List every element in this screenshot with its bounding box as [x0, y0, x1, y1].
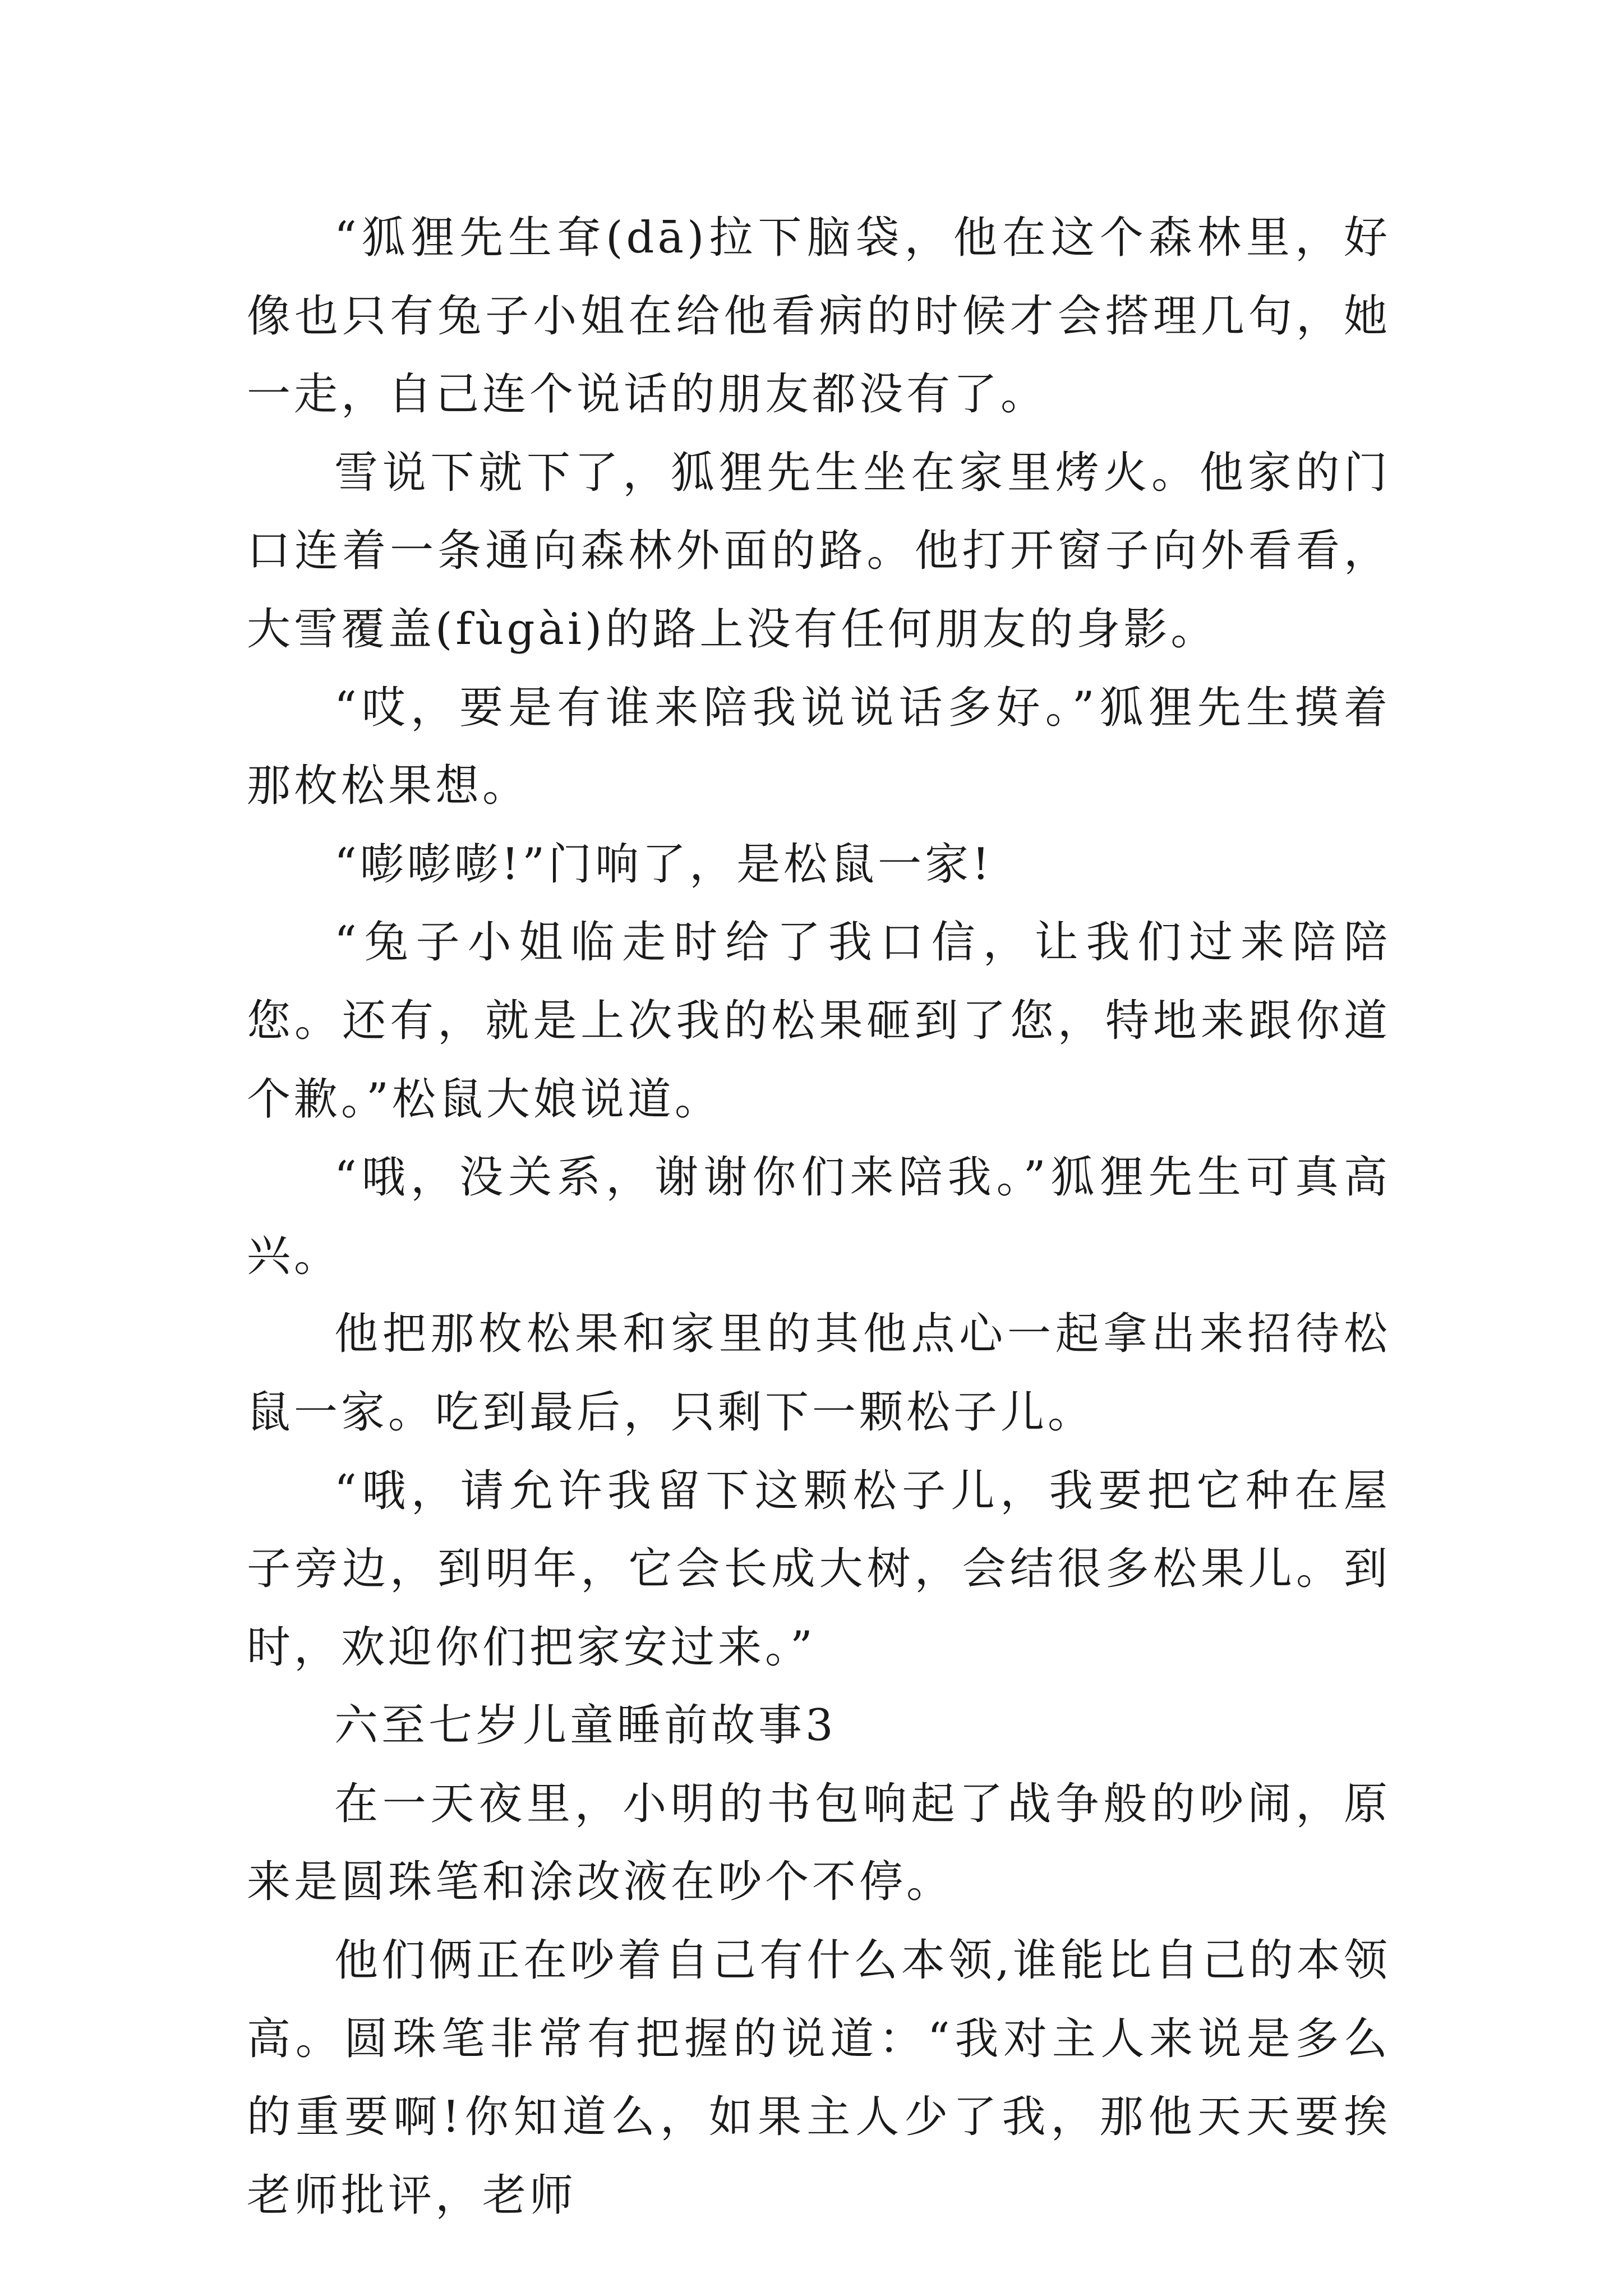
paragraph-pen-boast: 他们俩正在吵着自己有什么本领,谁能比自己的本领高。圆珠笔非常有把握的说道：“我对主人来说是多么的重要啊!你知道么，如果主人少了我，那他天天要挨老师批评，老师: [247, 1935, 1391, 2221]
paragraph-pine-seed: “哦，请允许我留下这颗松子儿，我要把它种在屋子旁边，到明年，它会长成大树，会结很多松果儿。到时，欢迎你们把家安过来。”: [247, 1465, 1391, 1673]
paragraph-snow: 雪说下就下了，狐狸先生坐在家里烤火。他家的门口连着一条通向森林外面的路。他打开窗子向外看看，大雪覆盖(fùgài)的路上没有任何朋友的身影。: [247, 447, 1391, 655]
paragraph-fox-wish: “哎，要是有谁来陪我说说话多好。”狐狸先生摸着那枚松果想。: [247, 682, 1391, 812]
paragraph-schoolbag-quarrel: 在一天夜里，小明的书包响起了战争般的吵闹，原来是圆珠笔和涂改液在吵个不停。: [247, 1778, 1391, 1908]
paragraph-fox-sad: “狐狸先生耷(dā)拉下脑袋，他在这个森林里，好像也只有兔子小姐在给他看病的时候才会搭理几句，她一走，自己连个说话的朋友都没有了。: [247, 213, 1391, 420]
paragraph-door-knock: “嘭嘭嘭!”门响了，是松鼠一家!: [334, 839, 993, 890]
section-heading-story-3: 六至七岁儿童睡前故事3: [334, 1700, 837, 1751]
paragraph-fox-happy: “哦，没关系，谢谢你们来陪我。”狐狸先生可真高兴。: [247, 1152, 1391, 1281]
paragraph-snacks: 他把那枚松果和家里的其他点心一起拿出来招待松鼠一家。吃到最后，只剩下一颗松子儿。: [247, 1309, 1391, 1438]
document-body: [247, 199, 1391, 2235]
paragraph-squirrel-apology: “兔子小姐临走时给了我口信，让我们过来陪陪您。还有，就是上次我的松果砸到了您，特地来跟你道个歉。”松鼠大娘说道。: [247, 917, 1391, 1125]
